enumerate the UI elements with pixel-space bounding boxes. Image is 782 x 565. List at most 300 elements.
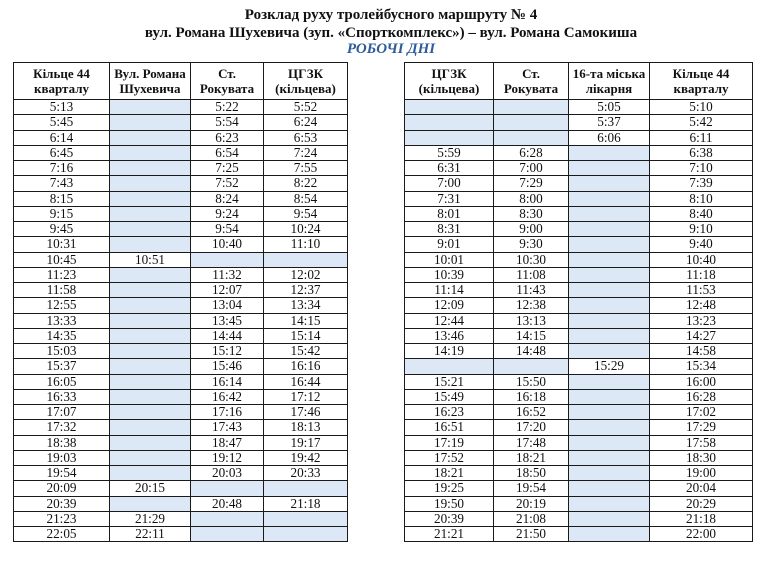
- departure-time-cell: 16:44: [264, 374, 348, 389]
- departure-time-cell: 19:00: [650, 466, 753, 481]
- departure-time-cell: 16:14: [191, 374, 264, 389]
- return-schedule-table: [404, 62, 753, 542]
- departure-time-cell: 20:33: [264, 466, 348, 481]
- departure-time-cell: 18:38: [14, 435, 110, 450]
- departure-time-cell: 22:11: [110, 527, 191, 542]
- column-header: Ст. Рокувата: [191, 63, 264, 100]
- departure-time-cell: 19:50: [405, 496, 494, 511]
- departure-time-cell: 11:43: [494, 283, 569, 298]
- empty-cell: [110, 435, 191, 450]
- table-row: [14, 435, 348, 450]
- departure-time-cell: 5:52: [264, 100, 348, 115]
- departure-time-cell: 13:23: [650, 313, 753, 328]
- empty-cell: [110, 115, 191, 130]
- table-row: [14, 145, 348, 160]
- departure-time-cell: 9:15: [14, 206, 110, 221]
- table-row: [405, 206, 753, 221]
- departure-time-cell: 13:13: [494, 313, 569, 328]
- table-row: [405, 481, 753, 496]
- departure-time-cell: 6:11: [650, 130, 753, 145]
- departure-time-cell: 11:08: [494, 267, 569, 282]
- empty-cell: [569, 267, 650, 282]
- table-row: [14, 405, 348, 420]
- departure-time-cell: 14:48: [494, 344, 569, 359]
- empty-cell: [110, 405, 191, 420]
- departure-time-cell: 21:18: [264, 496, 348, 511]
- departure-time-cell: 12:44: [405, 313, 494, 328]
- empty-cell: [264, 252, 348, 267]
- departure-time-cell: 12:02: [264, 267, 348, 282]
- empty-cell: [569, 237, 650, 252]
- departure-time-cell: 10:40: [191, 237, 264, 252]
- empty-cell: [110, 145, 191, 160]
- departure-time-cell: 8:40: [650, 206, 753, 221]
- departure-time-cell: 16:23: [405, 405, 494, 420]
- departure-time-cell: 7:00: [405, 176, 494, 191]
- empty-cell: [569, 298, 650, 313]
- departure-time-cell: 10:40: [650, 252, 753, 267]
- departure-time-cell: 15:03: [14, 344, 110, 359]
- departure-time-cell: 17:19: [405, 435, 494, 450]
- departure-time-cell: 12:37: [264, 283, 348, 298]
- table-row: [14, 450, 348, 465]
- departure-time-cell: 19:12: [191, 450, 264, 465]
- empty-cell: [110, 313, 191, 328]
- table-row: [405, 267, 753, 282]
- table-row: [14, 130, 348, 145]
- table-row: [405, 405, 753, 420]
- table-row: [14, 313, 348, 328]
- empty-cell: [110, 130, 191, 145]
- empty-cell: [264, 481, 348, 496]
- departure-time-cell: 17:29: [650, 420, 753, 435]
- table-row: [405, 511, 753, 526]
- empty-cell: [569, 511, 650, 526]
- table-row: [405, 298, 753, 313]
- day-type-label: РОБОЧІ ДНІ: [346, 41, 436, 57]
- table-row: [14, 496, 348, 511]
- empty-cell: [110, 206, 191, 221]
- empty-cell: [110, 176, 191, 191]
- departure-time-cell: 14:58: [650, 344, 753, 359]
- departure-time-cell: 15:37: [14, 359, 110, 374]
- empty-cell: [405, 130, 494, 145]
- departure-time-cell: 5:22: [191, 100, 264, 115]
- departure-time-cell: 18:21: [405, 466, 494, 481]
- empty-cell: [191, 252, 264, 267]
- table-row: [14, 115, 348, 130]
- departure-time-cell: 9:24: [191, 206, 264, 221]
- departure-time-cell: 18:30: [650, 450, 753, 465]
- departure-time-cell: 17:12: [264, 389, 348, 404]
- table-row: [14, 511, 348, 526]
- departure-time-cell: 12:09: [405, 298, 494, 313]
- departure-time-cell: 7:25: [191, 161, 264, 176]
- departure-time-cell: 11:18: [650, 267, 753, 282]
- departure-time-cell: 7:55: [264, 161, 348, 176]
- empty-cell: [110, 267, 191, 282]
- departure-time-cell: 17:46: [264, 405, 348, 420]
- departure-time-cell: 7:10: [650, 161, 753, 176]
- return-table-body: [405, 100, 753, 542]
- departure-time-cell: 21:21: [405, 527, 494, 542]
- departure-time-cell: 9:30: [494, 237, 569, 252]
- departure-time-cell: 16:51: [405, 420, 494, 435]
- empty-cell: [569, 435, 650, 450]
- departure-time-cell: 15:49: [405, 389, 494, 404]
- departure-time-cell: 16:28: [650, 389, 753, 404]
- route-description: вул. Романа Шухевича (зуп. «Спорткомплекс») – вул. Романа Самокиша: [144, 25, 638, 41]
- column-header: Вул. Романа Шухевича: [110, 63, 191, 100]
- table-row: [14, 344, 348, 359]
- table-row: [14, 267, 348, 282]
- table-row: [14, 481, 348, 496]
- departure-time-cell: 11:32: [191, 267, 264, 282]
- departure-time-cell: 14:27: [650, 328, 753, 343]
- empty-cell: [569, 328, 650, 343]
- departure-time-cell: 13:46: [405, 328, 494, 343]
- departure-time-cell: 17:20: [494, 420, 569, 435]
- empty-cell: [110, 191, 191, 206]
- departure-time-cell: 20:39: [405, 511, 494, 526]
- departure-time-cell: 8:54: [264, 191, 348, 206]
- table-row: [405, 237, 753, 252]
- header-row: [14, 63, 348, 100]
- empty-cell: [569, 405, 650, 420]
- departure-time-cell: 21:23: [14, 511, 110, 526]
- empty-cell: [569, 206, 650, 221]
- empty-cell: [569, 466, 650, 481]
- empty-cell: [569, 283, 650, 298]
- departure-time-cell: 5:45: [14, 115, 110, 130]
- column-header: Ст. Рокувата: [494, 63, 569, 100]
- departure-time-cell: 17:58: [650, 435, 753, 450]
- departure-time-cell: 6:45: [14, 145, 110, 160]
- departure-time-cell: 8:22: [264, 176, 348, 191]
- departure-time-cell: 7:00: [494, 161, 569, 176]
- empty-cell: [110, 359, 191, 374]
- empty-cell: [110, 283, 191, 298]
- departure-time-cell: 7:16: [14, 161, 110, 176]
- departure-time-cell: 15:50: [494, 374, 569, 389]
- departure-time-cell: 9:10: [650, 222, 753, 237]
- empty-cell: [569, 389, 650, 404]
- departure-time-cell: 9:00: [494, 222, 569, 237]
- departure-time-cell: 17:32: [14, 420, 110, 435]
- departure-time-cell: 21:08: [494, 511, 569, 526]
- departure-time-cell: 19:25: [405, 481, 494, 496]
- departure-time-cell: 21:50: [494, 527, 569, 542]
- departure-time-cell: 12:38: [494, 298, 569, 313]
- departure-time-cell: 20:19: [494, 496, 569, 511]
- empty-cell: [569, 527, 650, 542]
- empty-cell: [569, 252, 650, 267]
- table-row: [405, 527, 753, 542]
- departure-time-cell: 16:42: [191, 389, 264, 404]
- empty-cell: [110, 389, 191, 404]
- departure-time-cell: 9:54: [191, 222, 264, 237]
- empty-cell: [569, 374, 650, 389]
- empty-cell: [110, 420, 191, 435]
- departure-time-cell: 14:19: [405, 344, 494, 359]
- departure-time-cell: 5:37: [569, 115, 650, 130]
- departure-time-cell: 7:52: [191, 176, 264, 191]
- departure-time-cell: 12:55: [14, 298, 110, 313]
- departure-time-cell: 10:01: [405, 252, 494, 267]
- departure-time-cell: 17:02: [650, 405, 753, 420]
- column-header: ЦГЗК (кільцева): [405, 63, 494, 100]
- departure-time-cell: 15:46: [191, 359, 264, 374]
- departure-time-cell: 5:13: [14, 100, 110, 115]
- departure-time-cell: 10:24: [264, 222, 348, 237]
- departure-time-cell: 19:54: [14, 466, 110, 481]
- departure-time-cell: 6:06: [569, 130, 650, 145]
- departure-time-cell: 6:28: [494, 145, 569, 160]
- empty-cell: [569, 313, 650, 328]
- table-row: [14, 283, 348, 298]
- departure-time-cell: 6:53: [264, 130, 348, 145]
- empty-cell: [569, 145, 650, 160]
- departure-time-cell: 8:15: [14, 191, 110, 206]
- departure-time-cell: 7:24: [264, 145, 348, 160]
- departure-time-cell: 5:42: [650, 115, 753, 130]
- empty-cell: [110, 496, 191, 511]
- departure-time-cell: 5:54: [191, 115, 264, 130]
- empty-cell: [110, 222, 191, 237]
- table-row: [405, 161, 753, 176]
- departure-time-cell: 18:13: [264, 420, 348, 435]
- departure-time-cell: 11:53: [650, 283, 753, 298]
- departure-time-cell: 14:44: [191, 328, 264, 343]
- table-row: [405, 420, 753, 435]
- departure-time-cell: 20:39: [14, 496, 110, 511]
- departure-time-cell: 16:05: [14, 374, 110, 389]
- departure-time-cell: 15:14: [264, 328, 348, 343]
- empty-cell: [569, 450, 650, 465]
- departure-time-cell: 6:23: [191, 130, 264, 145]
- empty-cell: [110, 466, 191, 481]
- table-row: [14, 328, 348, 343]
- departure-time-cell: 7:43: [14, 176, 110, 191]
- table-row: [14, 389, 348, 404]
- departure-time-cell: 6:24: [264, 115, 348, 130]
- empty-cell: [405, 359, 494, 374]
- table-row: [405, 313, 753, 328]
- departure-time-cell: 10:51: [110, 252, 191, 267]
- departure-time-cell: 13:33: [14, 313, 110, 328]
- table-row: [405, 450, 753, 465]
- empty-cell: [191, 481, 264, 496]
- column-header: 16-та міська лікарня: [569, 63, 650, 100]
- departure-time-cell: 6:38: [650, 145, 753, 160]
- table-row: [14, 374, 348, 389]
- empty-cell: [569, 191, 650, 206]
- departure-time-cell: 16:16: [264, 359, 348, 374]
- departure-time-cell: 20:48: [191, 496, 264, 511]
- departure-time-cell: 17:43: [191, 420, 264, 435]
- table-row: [405, 466, 753, 481]
- departure-time-cell: 6:14: [14, 130, 110, 145]
- departure-time-cell: 16:00: [650, 374, 753, 389]
- departure-time-cell: 13:34: [264, 298, 348, 313]
- departure-time-cell: 20:29: [650, 496, 753, 511]
- departure-time-cell: 20:09: [14, 481, 110, 496]
- empty-cell: [110, 344, 191, 359]
- empty-cell: [264, 511, 348, 526]
- empty-cell: [110, 328, 191, 343]
- table-row: [405, 100, 753, 115]
- departure-time-cell: 12:48: [650, 298, 753, 313]
- departure-time-cell: 10:45: [14, 252, 110, 267]
- departure-time-cell: 9:45: [14, 222, 110, 237]
- table-row: [405, 374, 753, 389]
- departure-time-cell: 20:03: [191, 466, 264, 481]
- table-row: [405, 389, 753, 404]
- departure-time-cell: 5:10: [650, 100, 753, 115]
- departure-time-cell: 8:24: [191, 191, 264, 206]
- empty-cell: [569, 161, 650, 176]
- departure-time-cell: 18:47: [191, 435, 264, 450]
- departure-time-cell: 14:15: [494, 328, 569, 343]
- table-row: [405, 222, 753, 237]
- departure-time-cell: 8:00: [494, 191, 569, 206]
- empty-cell: [110, 161, 191, 176]
- table-row: [14, 237, 348, 252]
- departure-time-cell: 6:54: [191, 145, 264, 160]
- departure-time-cell: 19:42: [264, 450, 348, 465]
- departure-time-cell: 10:30: [494, 252, 569, 267]
- table-row: [14, 252, 348, 267]
- departure-time-cell: 9:01: [405, 237, 494, 252]
- table-row: [405, 328, 753, 343]
- departure-time-cell: 19:03: [14, 450, 110, 465]
- departure-time-cell: 8:31: [405, 222, 494, 237]
- table-row: [405, 344, 753, 359]
- departure-time-cell: 16:18: [494, 389, 569, 404]
- table-row: [405, 145, 753, 160]
- outbound-table-body: [14, 100, 348, 542]
- departure-time-cell: 13:45: [191, 313, 264, 328]
- table-row: [405, 283, 753, 298]
- table-row: [14, 527, 348, 542]
- departure-time-cell: 12:07: [191, 283, 264, 298]
- empty-cell: [569, 420, 650, 435]
- table-row: [14, 100, 348, 115]
- departure-time-cell: 15:12: [191, 344, 264, 359]
- departure-time-cell: 10:31: [14, 237, 110, 252]
- empty-cell: [494, 359, 569, 374]
- table-row: [14, 161, 348, 176]
- departure-time-cell: 14:15: [264, 313, 348, 328]
- departure-time-cell: 7:29: [494, 176, 569, 191]
- departure-time-cell: 17:16: [191, 405, 264, 420]
- empty-cell: [110, 450, 191, 465]
- departure-time-cell: 8:01: [405, 206, 494, 221]
- header-row: [405, 63, 753, 100]
- table-row: [405, 130, 753, 145]
- departure-time-cell: 15:21: [405, 374, 494, 389]
- departure-time-cell: 5:59: [405, 145, 494, 160]
- departure-time-cell: 15:29: [569, 359, 650, 374]
- departure-time-cell: 20:04: [650, 481, 753, 496]
- departure-time-cell: 17:52: [405, 450, 494, 465]
- empty-cell: [569, 481, 650, 496]
- empty-cell: [494, 115, 569, 130]
- empty-cell: [264, 527, 348, 542]
- column-header: Кільце 44 кварталу: [14, 63, 110, 100]
- schedule-title: Розклад руху тролейбусного маршруту № 4: [244, 7, 538, 23]
- outbound-schedule-table: [13, 62, 348, 542]
- table-row: [405, 115, 753, 130]
- empty-cell: [494, 100, 569, 115]
- empty-cell: [110, 298, 191, 313]
- table-row: [14, 222, 348, 237]
- empty-cell: [191, 527, 264, 542]
- departure-time-cell: 20:15: [110, 481, 191, 496]
- departure-time-cell: 7:31: [405, 191, 494, 206]
- departure-time-cell: 9:40: [650, 237, 753, 252]
- departure-time-cell: 11:58: [14, 283, 110, 298]
- empty-cell: [110, 100, 191, 115]
- empty-cell: [569, 344, 650, 359]
- departure-time-cell: 13:04: [191, 298, 264, 313]
- table-row: [14, 466, 348, 481]
- table-row: [405, 191, 753, 206]
- table-row: [14, 420, 348, 435]
- departure-time-cell: 18:50: [494, 466, 569, 481]
- departure-time-cell: 21:29: [110, 511, 191, 526]
- departure-time-cell: 22:00: [650, 527, 753, 542]
- empty-cell: [405, 115, 494, 130]
- departure-time-cell: 11:14: [405, 283, 494, 298]
- departure-time-cell: 11:23: [14, 267, 110, 282]
- departure-time-cell: 18:21: [494, 450, 569, 465]
- table-row: [405, 176, 753, 191]
- empty-cell: [110, 237, 191, 252]
- departure-time-cell: 22:05: [14, 527, 110, 542]
- column-header: Кільце 44 кварталу: [650, 63, 753, 100]
- column-header: ЦГЗК (кільцева): [264, 63, 348, 100]
- table-row: [405, 496, 753, 511]
- table-row: [14, 359, 348, 374]
- departure-time-cell: 21:18: [650, 511, 753, 526]
- table-row: [405, 252, 753, 267]
- table-row: [14, 176, 348, 191]
- departure-time-cell: 17:48: [494, 435, 569, 450]
- departure-time-cell: 15:34: [650, 359, 753, 374]
- departure-time-cell: 5:05: [569, 100, 650, 115]
- empty-cell: [569, 222, 650, 237]
- empty-cell: [569, 176, 650, 191]
- departure-time-cell: 6:31: [405, 161, 494, 176]
- departure-time-cell: 17:07: [14, 405, 110, 420]
- table-row: [405, 435, 753, 450]
- table-row: [14, 206, 348, 221]
- departure-time-cell: 8:10: [650, 191, 753, 206]
- departure-time-cell: 10:39: [405, 267, 494, 282]
- departure-time-cell: 9:54: [264, 206, 348, 221]
- departure-time-cell: 16:52: [494, 405, 569, 420]
- table-row: [14, 191, 348, 206]
- empty-cell: [569, 496, 650, 511]
- departure-time-cell: 19:17: [264, 435, 348, 450]
- empty-cell: [405, 100, 494, 115]
- departure-time-cell: 14:35: [14, 328, 110, 343]
- departure-time-cell: 7:39: [650, 176, 753, 191]
- departure-time-cell: 11:10: [264, 237, 348, 252]
- departure-time-cell: 15:42: [264, 344, 348, 359]
- departure-time-cell: 16:33: [14, 389, 110, 404]
